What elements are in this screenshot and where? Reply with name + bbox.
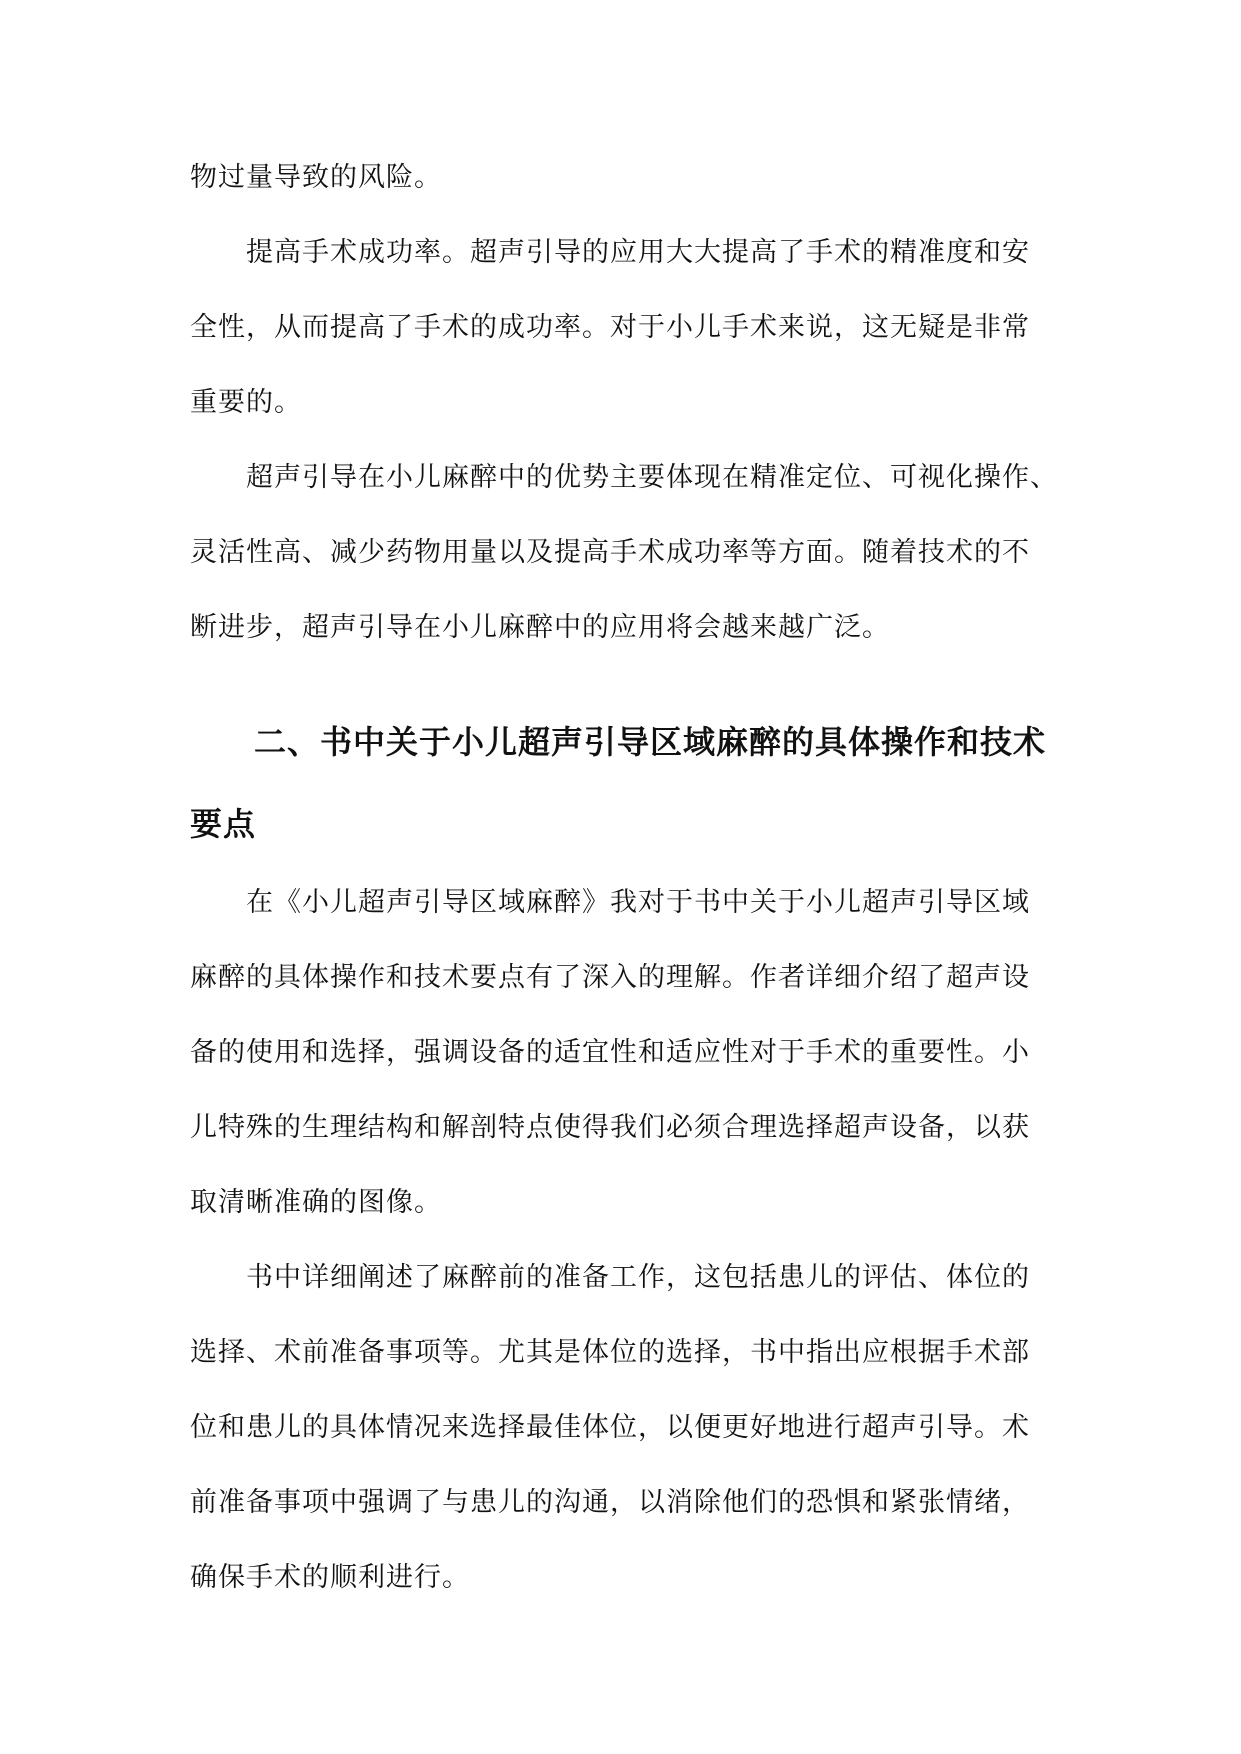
text-line: 断进步，超声引导在小儿麻醉中的应用将会越来越广泛。 [190, 612, 890, 643]
document-page [190, 140, 1058, 1615]
text-line: 提高手术成功率。超声引导的应用大大提高了手术的精准度和安 [246, 237, 1030, 268]
paragraph [190, 215, 1050, 440]
text-line: 儿特殊的生理结构和解剖特点使得我们必须合理选择超声设备，以获 [190, 1112, 1030, 1143]
text-line: 书中详细阐述了麻醉前的准备工作，这包括患儿的评估、体位的 [246, 1262, 1030, 1293]
text-line: 在《小儿超声引导区域麻醉》我对于书中关于小儿超声引导区域 [246, 887, 1030, 918]
text-line: 选择、术前准备事项等。尤其是体位的选择，书中指出应根据手术部 [190, 1337, 1030, 1368]
text-line: 备的使用和选择，强调设备的适宜性和适应性对于手术的重要性。小 [190, 1037, 1030, 1068]
paragraph [190, 865, 1050, 1240]
text-line: 全性，从而提高了手术的成功率。对于小儿手术来说，这无疑是非常 [190, 312, 1030, 343]
text-line: 取清晰准确的图像。 [190, 1187, 442, 1218]
heading-line: 要点 [190, 805, 257, 843]
text-line: 位和患儿的具体情况来选择最佳体位，以便更好地进行超声引导。术 [190, 1412, 1030, 1443]
text-line: 麻醉的具体操作和技术要点有了深入的理解。作者详细介绍了超声设 [190, 962, 1030, 993]
text-line: 灵活性高、减少药物用量以及提高手术成功率等方面。随着技术的不 [190, 537, 1030, 568]
text-line: 物过量导致的风险。 [190, 162, 442, 193]
text-line: 前准备事项中强调了与患儿的沟通，以消除他们的恐惧和紧张情绪， [190, 1487, 1030, 1518]
text-line: 重要的。 [190, 387, 302, 418]
paragraph [190, 1240, 1050, 1615]
section-heading [190, 701, 1050, 865]
paragraph [190, 140, 1050, 215]
text-line: 确保手术的顺利进行。 [190, 1562, 470, 1593]
heading-line: 二、书中关于小儿超声引导区域麻醉的具体操作和技术 [254, 723, 1047, 761]
text-line: 超声引导在小儿麻醉中的优势主要体现在精准定位、可视化操作、 [246, 462, 1058, 493]
paragraph [190, 440, 1058, 665]
